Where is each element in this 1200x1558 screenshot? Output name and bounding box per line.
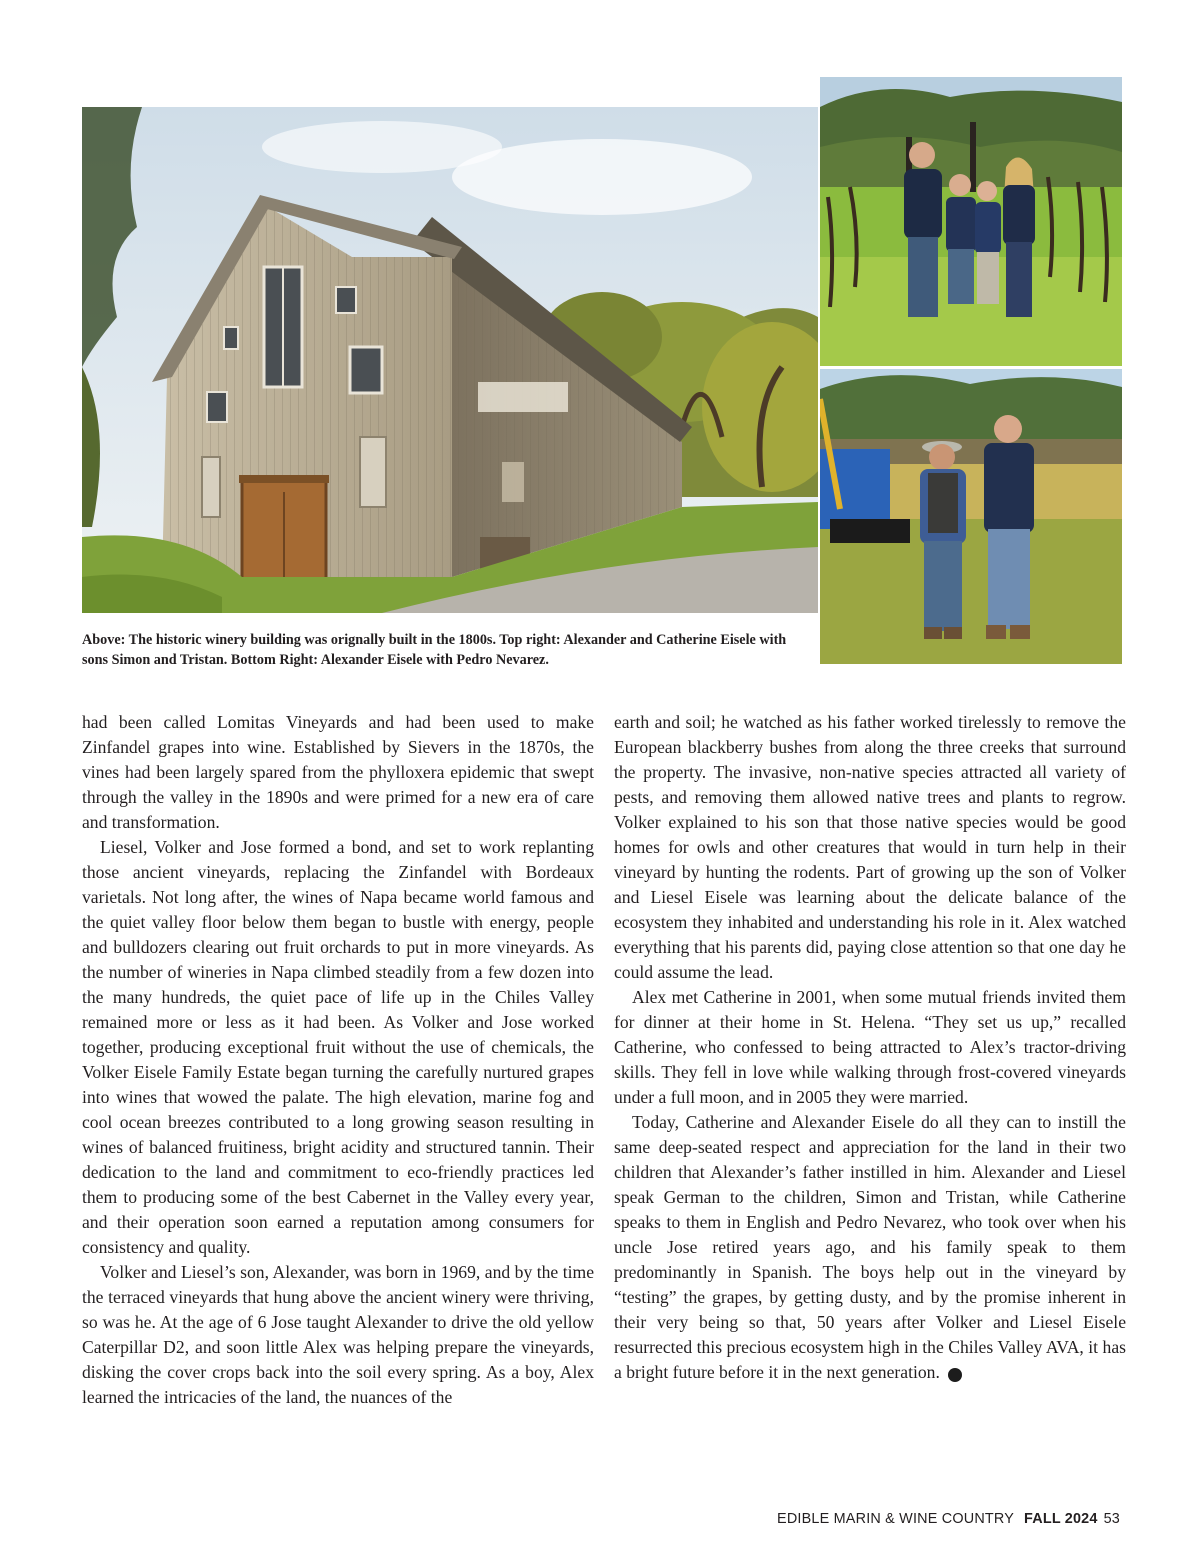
family-vineyard-photo <box>820 77 1122 366</box>
issue-label: FALL 2024 <box>1024 1511 1098 1527</box>
photo-caption: Above: The historic winery building was orignally built in the 1800s. Top right: Alexander and Catherine Eisele with sons Simon and Tristan. Bottom Right: Alexander Eisele with Pedro Nevarez. <box>82 632 787 668</box>
two-men-vineyard-photo <box>820 369 1122 664</box>
paragraph: Volker and Liesel’s son, Alexander, was born in 1969, and by the time the terraced vineyards that hung above the ancient winery were thriving, so was he. At the age of 6 Jose taught Alexander to drive the old yellow Caterpillar D2, and soon little Alex was helping prepare the vineyards, disking the cover crops back into the soil every spring. As a boy, Alex learned the intricacies of the land, the nuances of the <box>82 1262 594 1407</box>
paragraph-text: Today, Catherine and Alexander Eisele do all they can to instill the same deep-seated respect and appreciation for the land in their two children that Alexander’s father instilled in him. Alexander and Liesel speak German to the children, Simon and Tristan, while Catherine speaks to them in English and Pedro Nevarez, who took over when his uncle Jose retired years ago, and his family speak to them predominantly in Spanish. The boys help out in the vineyard by “testing” the grapes, by getting dusty, and by the promise inherent in their very being so that, 50 years after Volker and Liesel Eisele resurrected this precious ecosystem high in the Chiles Valley AVA, it has a bright future before it in the next generation. <box>614 1112 1126 1382</box>
paragraph: Alex met Catherine in 2001, when some mutual friends invited them for dinner at their home in St. Helena. “They set us up,” recalled Catherine, who confessed to being attracted to Alex’s tractor-driving skills. They fell in love while walking through frost-covered vineyards under a full moon, and in 2005 they were married. <box>614 987 1126 1107</box>
article-column-left <box>82 710 594 1410</box>
winery-barn-photo <box>82 107 818 613</box>
publication-name: EDIBLE MARIN & WINE COUNTRY <box>777 1511 1015 1527</box>
article-column-right <box>614 710 1126 1385</box>
end-of-article-icon: e <box>948 1368 962 1382</box>
paragraph <box>614 1110 1126 1385</box>
paragraph: earth and soil; he watched as his father worked tirelessly to remove the European blackberry bushes from along the three creeks that surround the property. The invasive, non-native species attracted all variety of pests, and removing them allowed native trees and plants to regrow. Volker explained to his son that those native species would be good homes for owls and other creatures that would in turn help in their vineyard by hunting the rodents. Part of growing up the son of Volker and Liesel Eisele was learning about the delicate balance of the ecosystem they inhabited and understanding his role in it. Alex watched everything that his parents did, paying close attention so that one day he could assume the lead. <box>614 712 1126 982</box>
paragraph: Liesel, Volker and Jose formed a bond, and set to work replanting those ancient vineyards, replacing the Zinfandel with Bordeaux varietals. Not long after, the wines of Napa became world famous and the quiet valley floor below them began to bustle with energy, people and bulldozers clearing out fruit orchards to put in more vineyards. As the number of wineries in Napa climbed steadily from a few dozen into the many hundreds, the quiet pace of life up in the Chiles Valley remained more or less as it had been. As Volker and Jose worked together, producing exceptional fruit without the use of chemicals, the Volker Eisele Family Estate began turning the carefully nurtured grapes into wines that wowed the palate. The high elevation, marine fog and cool ocean breezes contributed to a long growing season resulting in wines of balanced fruitiness, bright acidity and structured tannin. Their dedication to the land and commitment to eco-friendly practices led them to producing some of the best Cabernet in the Valley every year, and their operation soon earned a reputation among consumers for consistency and quality. <box>82 837 594 1257</box>
page-number: 53 <box>1103 1511 1120 1527</box>
paragraph: had been called Lomitas Vineyards and had been used to make Zinfandel grapes into wine. Established by Sievers in the 1870s, the vines had been largely spared from the phylloxera epidemic that swept through the valley in the 1890s and were primed for a new era of care and transformation. <box>82 712 594 832</box>
page-footer <box>777 1511 1120 1527</box>
